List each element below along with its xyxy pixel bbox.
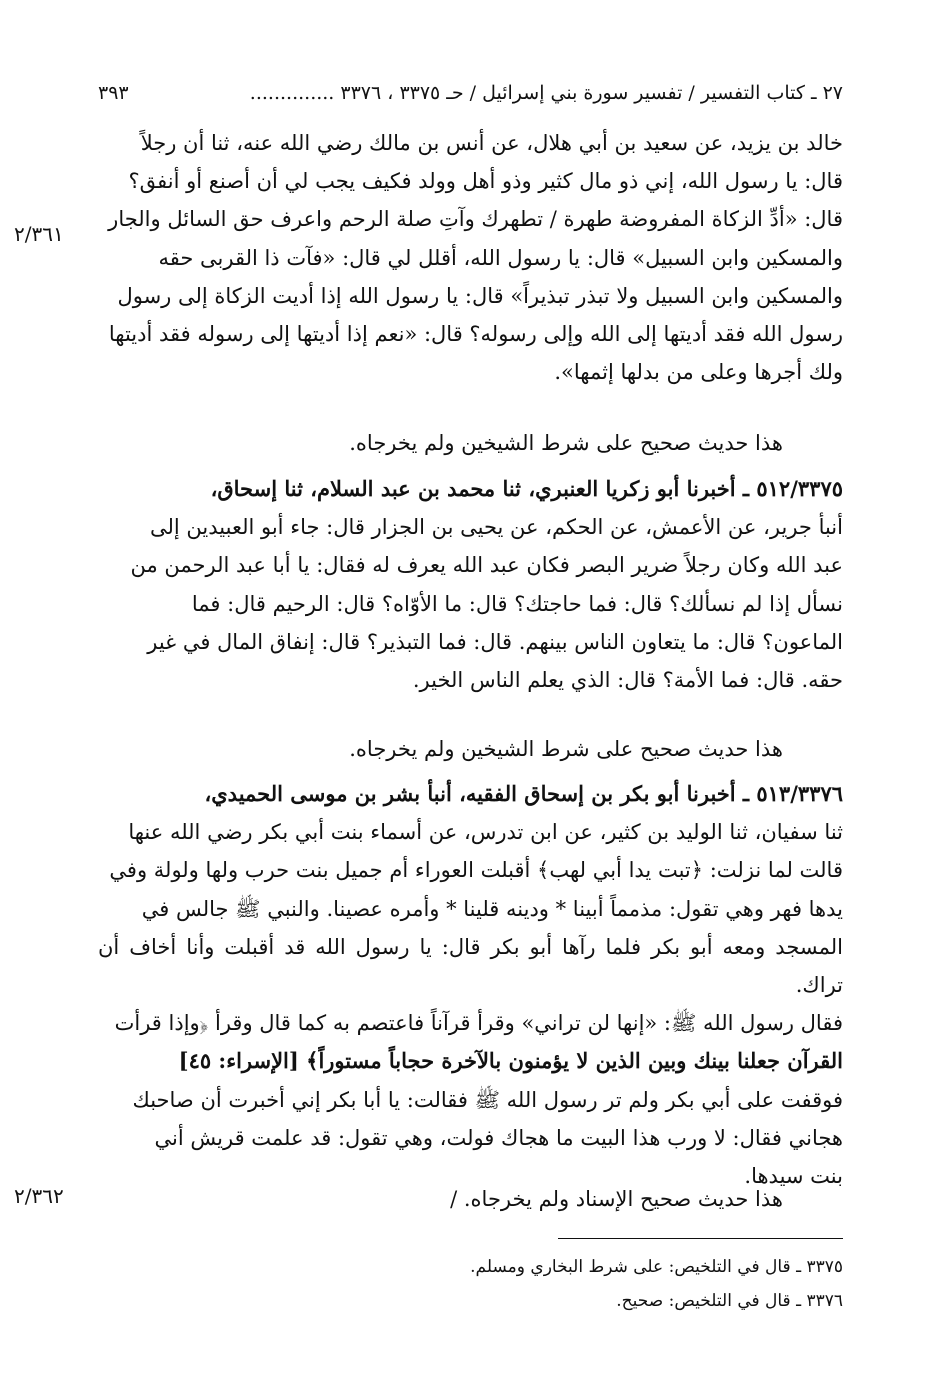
text-line: قالت لما نزلت: ﴿تبت يدا أبي لهب﴾ أقبلت العوراء أم جميل بنت حرب ولها ولولة وفي bbox=[109, 858, 843, 883]
text-line: ٥١٣/٣٣٧٦ ـ أخبرنا أبو بكر بن إسحاق الفقيه، أنبأ بشر بن موسى الحميدي، bbox=[204, 781, 843, 806]
text-line: قال: يا رسول الله، إني ذو مال كثير وذو أهل وولد فكيف يجب لي أن أصنع أو أنفق؟ bbox=[128, 169, 843, 194]
text-line: الماعون؟ قال: ما يتعاون الناس بينهم. قال: فما التبذير؟ قال: إنفاق المال في غير bbox=[147, 629, 843, 654]
footnote: ٣٣٧٦ ـ قال في التلخيص: صحيح. bbox=[616, 1291, 843, 1311]
footnote-divider bbox=[558, 1238, 843, 1239]
text-line: والمسكين وابن السبيل» قال: يا رسول الله، أقلل لي قال: «فآت ذا القربى حقه bbox=[158, 245, 843, 270]
text-line: يدها فهر وهي تقول: مذمماً أبينا * ودينه قلينا * وأمره عصينا. والنبي ﷺ جالس في bbox=[141, 896, 843, 921]
text-line: بنت سيدها. bbox=[744, 1164, 843, 1189]
text-line: ثنا سفيان، ثنا الوليد بن كثير، عن ابن تدرس، عن أسماء بنت أبي بكر رضي الله عنها bbox=[128, 820, 843, 845]
hadith-verdict: هذا حديث صحيح على شرط الشيخين ولم يخرجاه. bbox=[349, 431, 783, 455]
text-line: عبد الله وكان رجلاً ضرير البصر فكان عبد الله يعرف له فقال: يا أبا عبد الرحمن من bbox=[130, 553, 843, 578]
text-line: فقال رسول الله ﷺ: «إنها لن تراني» وقرأ قرآناً فاعتصم به كما قال وقرأ ﴿وإذا قرأت bbox=[114, 1011, 843, 1036]
margin-reference: ٢/٣٦١ bbox=[14, 222, 64, 246]
running-header bbox=[98, 82, 843, 104]
text-line: المسجد ومعه أبو بكر فلما رآها أبو بكر قال: يا رسول الله قد أقبلت وأنا أخاف أن تراك. bbox=[98, 934, 843, 998]
running-title: ٢٧ ـ كتاب التفسير / تفسير سورة بني إسرائيل / حـ ٣٣٧٥ ، ٣٣٧٦ .............. bbox=[249, 82, 843, 104]
text-line: حقه. قال: فما الأمة؟ قال: الذي يعلم الناس الخير. bbox=[412, 668, 843, 693]
text-line: ولك أجرها وعلى من بدلها إثمها». bbox=[554, 360, 843, 385]
hadith-verdict: هذا حديث صحيح على شرط الشيخين ولم يخرجاه. bbox=[349, 737, 783, 761]
text-line: رسول الله فقد أديتها إلى الله وإلى رسوله؟ قال: «نعم إذا أديتها إلى رسوله فقد أديتها bbox=[108, 322, 843, 347]
text-line: قال: «أدِّ الزكاة المفروضة طهرة / تطهرك وآتِ صلة الرحم واعرف حق السائل والجار bbox=[108, 207, 843, 232]
hadith-continuation bbox=[98, 124, 843, 391]
footnotes bbox=[98, 1250, 843, 1318]
page-number: ٣٩٣ bbox=[98, 82, 129, 104]
text-line: فوقفت على أبي بكر ولم تر رسول الله ﷺ فقالت: يا أبا بكر إني أخبرت أن صاحبك bbox=[132, 1087, 843, 1112]
margin-reference: ٢/٣٦٢ bbox=[14, 1184, 64, 1208]
footnote: ٣٣٧٥ ـ قال في التلخيص: على شرط البخاري ومسلم. bbox=[470, 1257, 843, 1277]
text-line: نسأل إذا لم نسألك؟ قال: فما حاجتك؟ قال: ما الأوّاه؟ قال: الرحيم قال: فما bbox=[191, 591, 843, 616]
text-line: أنبأ جرير، عن الأعمش، عن الحكم، عن يحيى بن الجزار قال: جاء أبو العبيدين إلى bbox=[150, 515, 843, 540]
text-line: هجاني فقال: لا ورب هذا البيت ما هجاك فولت، وهي تقول: قد علمت قريش أني bbox=[154, 1125, 843, 1150]
text-line: خالد بن يزيد، عن سعيد بن أبي هلال، عن أنس بن مالك رضي الله عنه، ثنا أن رجلاً bbox=[140, 131, 843, 155]
hadith-3376 bbox=[98, 775, 843, 1195]
text-line: والمسكين وابن السبيل ولا تبذر تبذيراً» قال: يا رسول الله إذا أديت الزكاة إلى رسول bbox=[117, 283, 843, 308]
text-line: ٥١٢/٣٣٧٥ ـ أخبرنا أبو زكريا العنبري، ثنا محمد بن عبد السلام، ثنا إسحاق، bbox=[210, 476, 843, 501]
hadith-3375 bbox=[98, 470, 843, 699]
text-line: القرآن جعلنا بينك وبين الذين لا يؤمنون بالآخرة حجاباً مستوراً﴾ [الإسراء: ٤٥] bbox=[178, 1048, 843, 1074]
hadith-verdict: هذا حديث صحيح الإسناد ولم يخرجاه. / bbox=[450, 1187, 783, 1211]
